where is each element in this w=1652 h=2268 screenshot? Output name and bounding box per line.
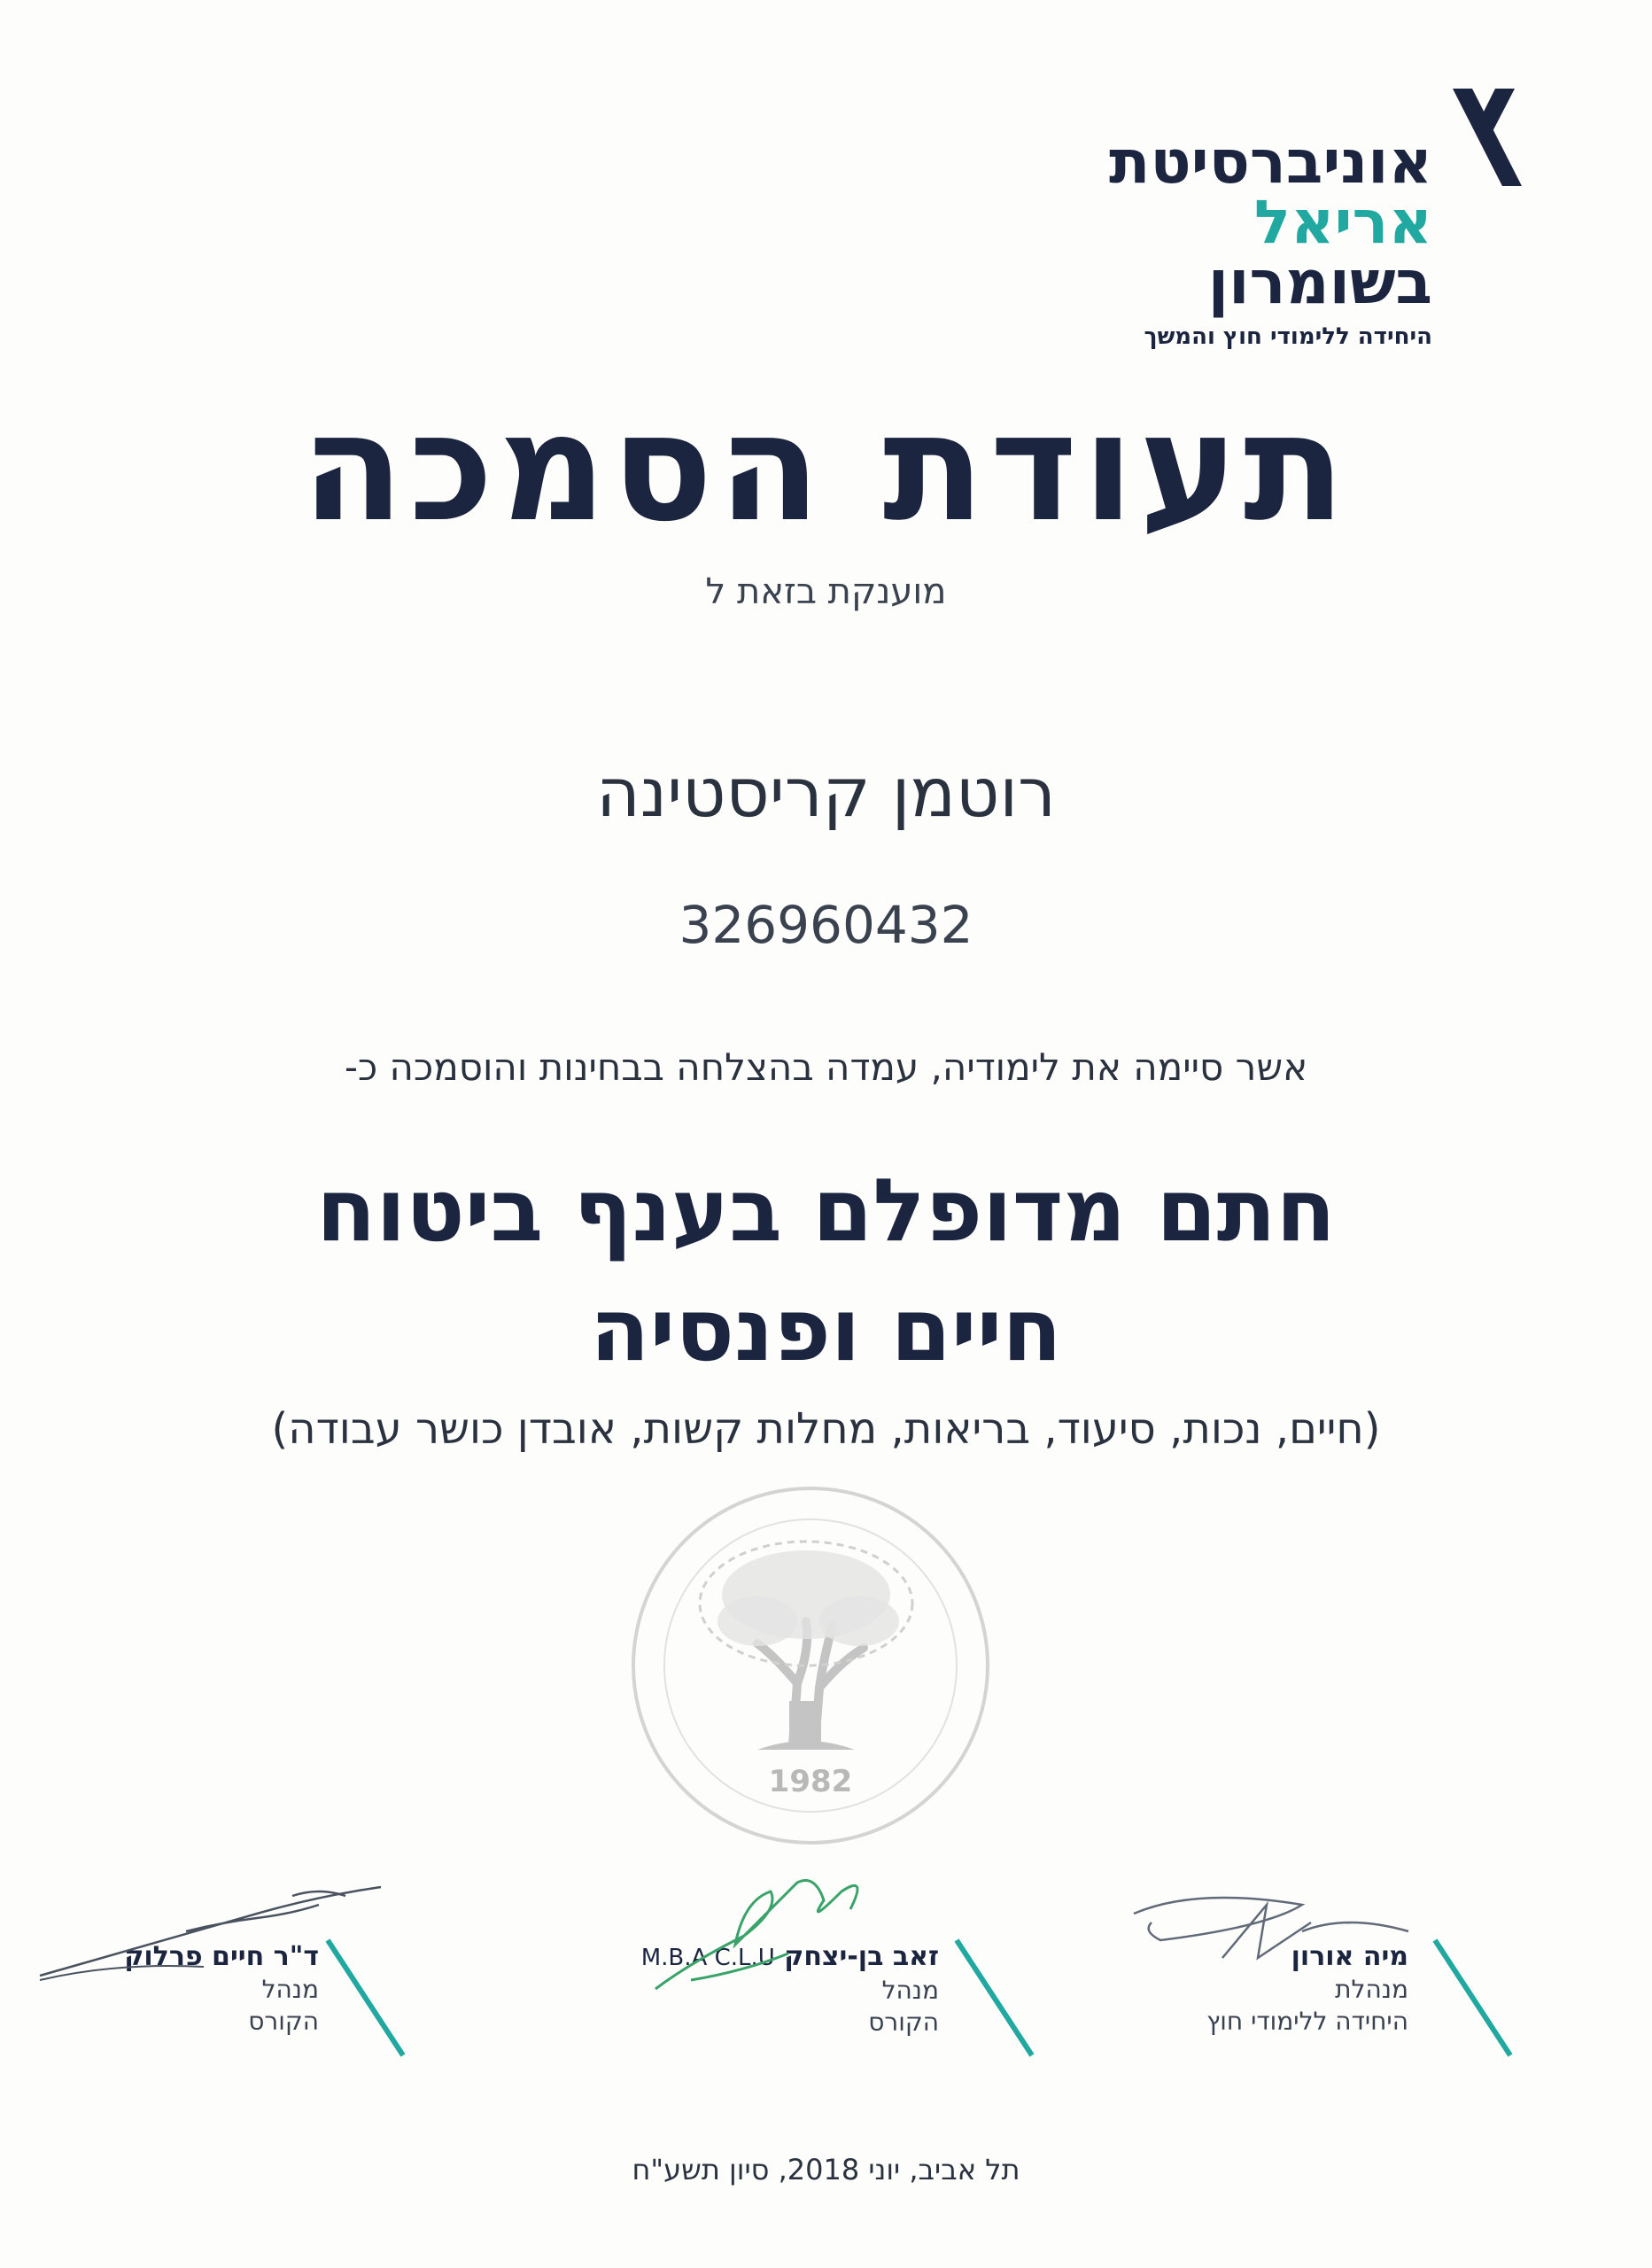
signature-scribble-right	[1125, 1878, 1417, 1976]
signatory-role: מנהלת	[1335, 1975, 1408, 2004]
signatory-name: ד"ר חיים פרלוק	[124, 1941, 319, 1972]
signature-scribble-middle	[638, 1856, 886, 2007]
signatory-name: זאב בן-יצחק	[784, 1941, 939, 1972]
signatory-role: מנהל	[881, 1976, 939, 2005]
degree-title-line1: חתם מדופלם בענף ביטוח	[316, 1161, 1336, 1262]
signatory-role-unit: היחידה ללימודי חוץ	[1206, 2007, 1408, 2036]
seal-year: 1982	[768, 1764, 853, 1799]
signatory-role-unit: הקורס	[248, 2007, 319, 2036]
place-and-date: תל אביב, יוני 2018, סיון תשע"ח	[632, 2153, 1020, 2186]
logo-line-samaria: בשומרון	[1207, 248, 1432, 318]
certificate-title: תעודת הסמכה	[301, 381, 1351, 555]
signatory-role-unit: הקורס	[868, 2008, 939, 2037]
degree-scope: (חיים, נכות, סיעוד, בריאות, מחלות קשות, אובדן כושר עבודה)	[271, 1404, 1381, 1454]
degree-title-line2: חיים ופנסיה	[590, 1280, 1062, 1381]
ariel-x-logo-icon	[1453, 89, 1522, 186]
olive-tree-seal-icon	[624, 1480, 997, 1852]
university-logo-text	[1109, 128, 1432, 354]
teal-divider-line	[952, 1936, 1041, 2060]
signatory-name: מיה אורון	[1291, 1941, 1408, 1972]
signature-scribble-left	[27, 1878, 399, 1993]
teal-divider-line	[1431, 1936, 1519, 2060]
awarded-to-label: מוענקת בזאת ל	[705, 571, 947, 612]
logo-line-ariel: אריאל	[1253, 188, 1432, 258]
signatory-role: מנהל	[261, 1975, 319, 2004]
completion-statement: אשר סיימה את לימודיה, עמדה בהצלחה בבחינות והוסמכה כ-	[344, 1045, 1308, 1089]
logo-line-university: אוניברסיטת	[1109, 128, 1432, 198]
signatory-credentials: M.B.A C.L.U	[640, 1945, 775, 1971]
recipient-id-number: 326960432	[679, 895, 973, 955]
recipient-name: רוטמן קריסטינה	[596, 753, 1056, 832]
logo-subtitle: היחידה ללימודי חוץ והמשך	[1144, 323, 1432, 350]
